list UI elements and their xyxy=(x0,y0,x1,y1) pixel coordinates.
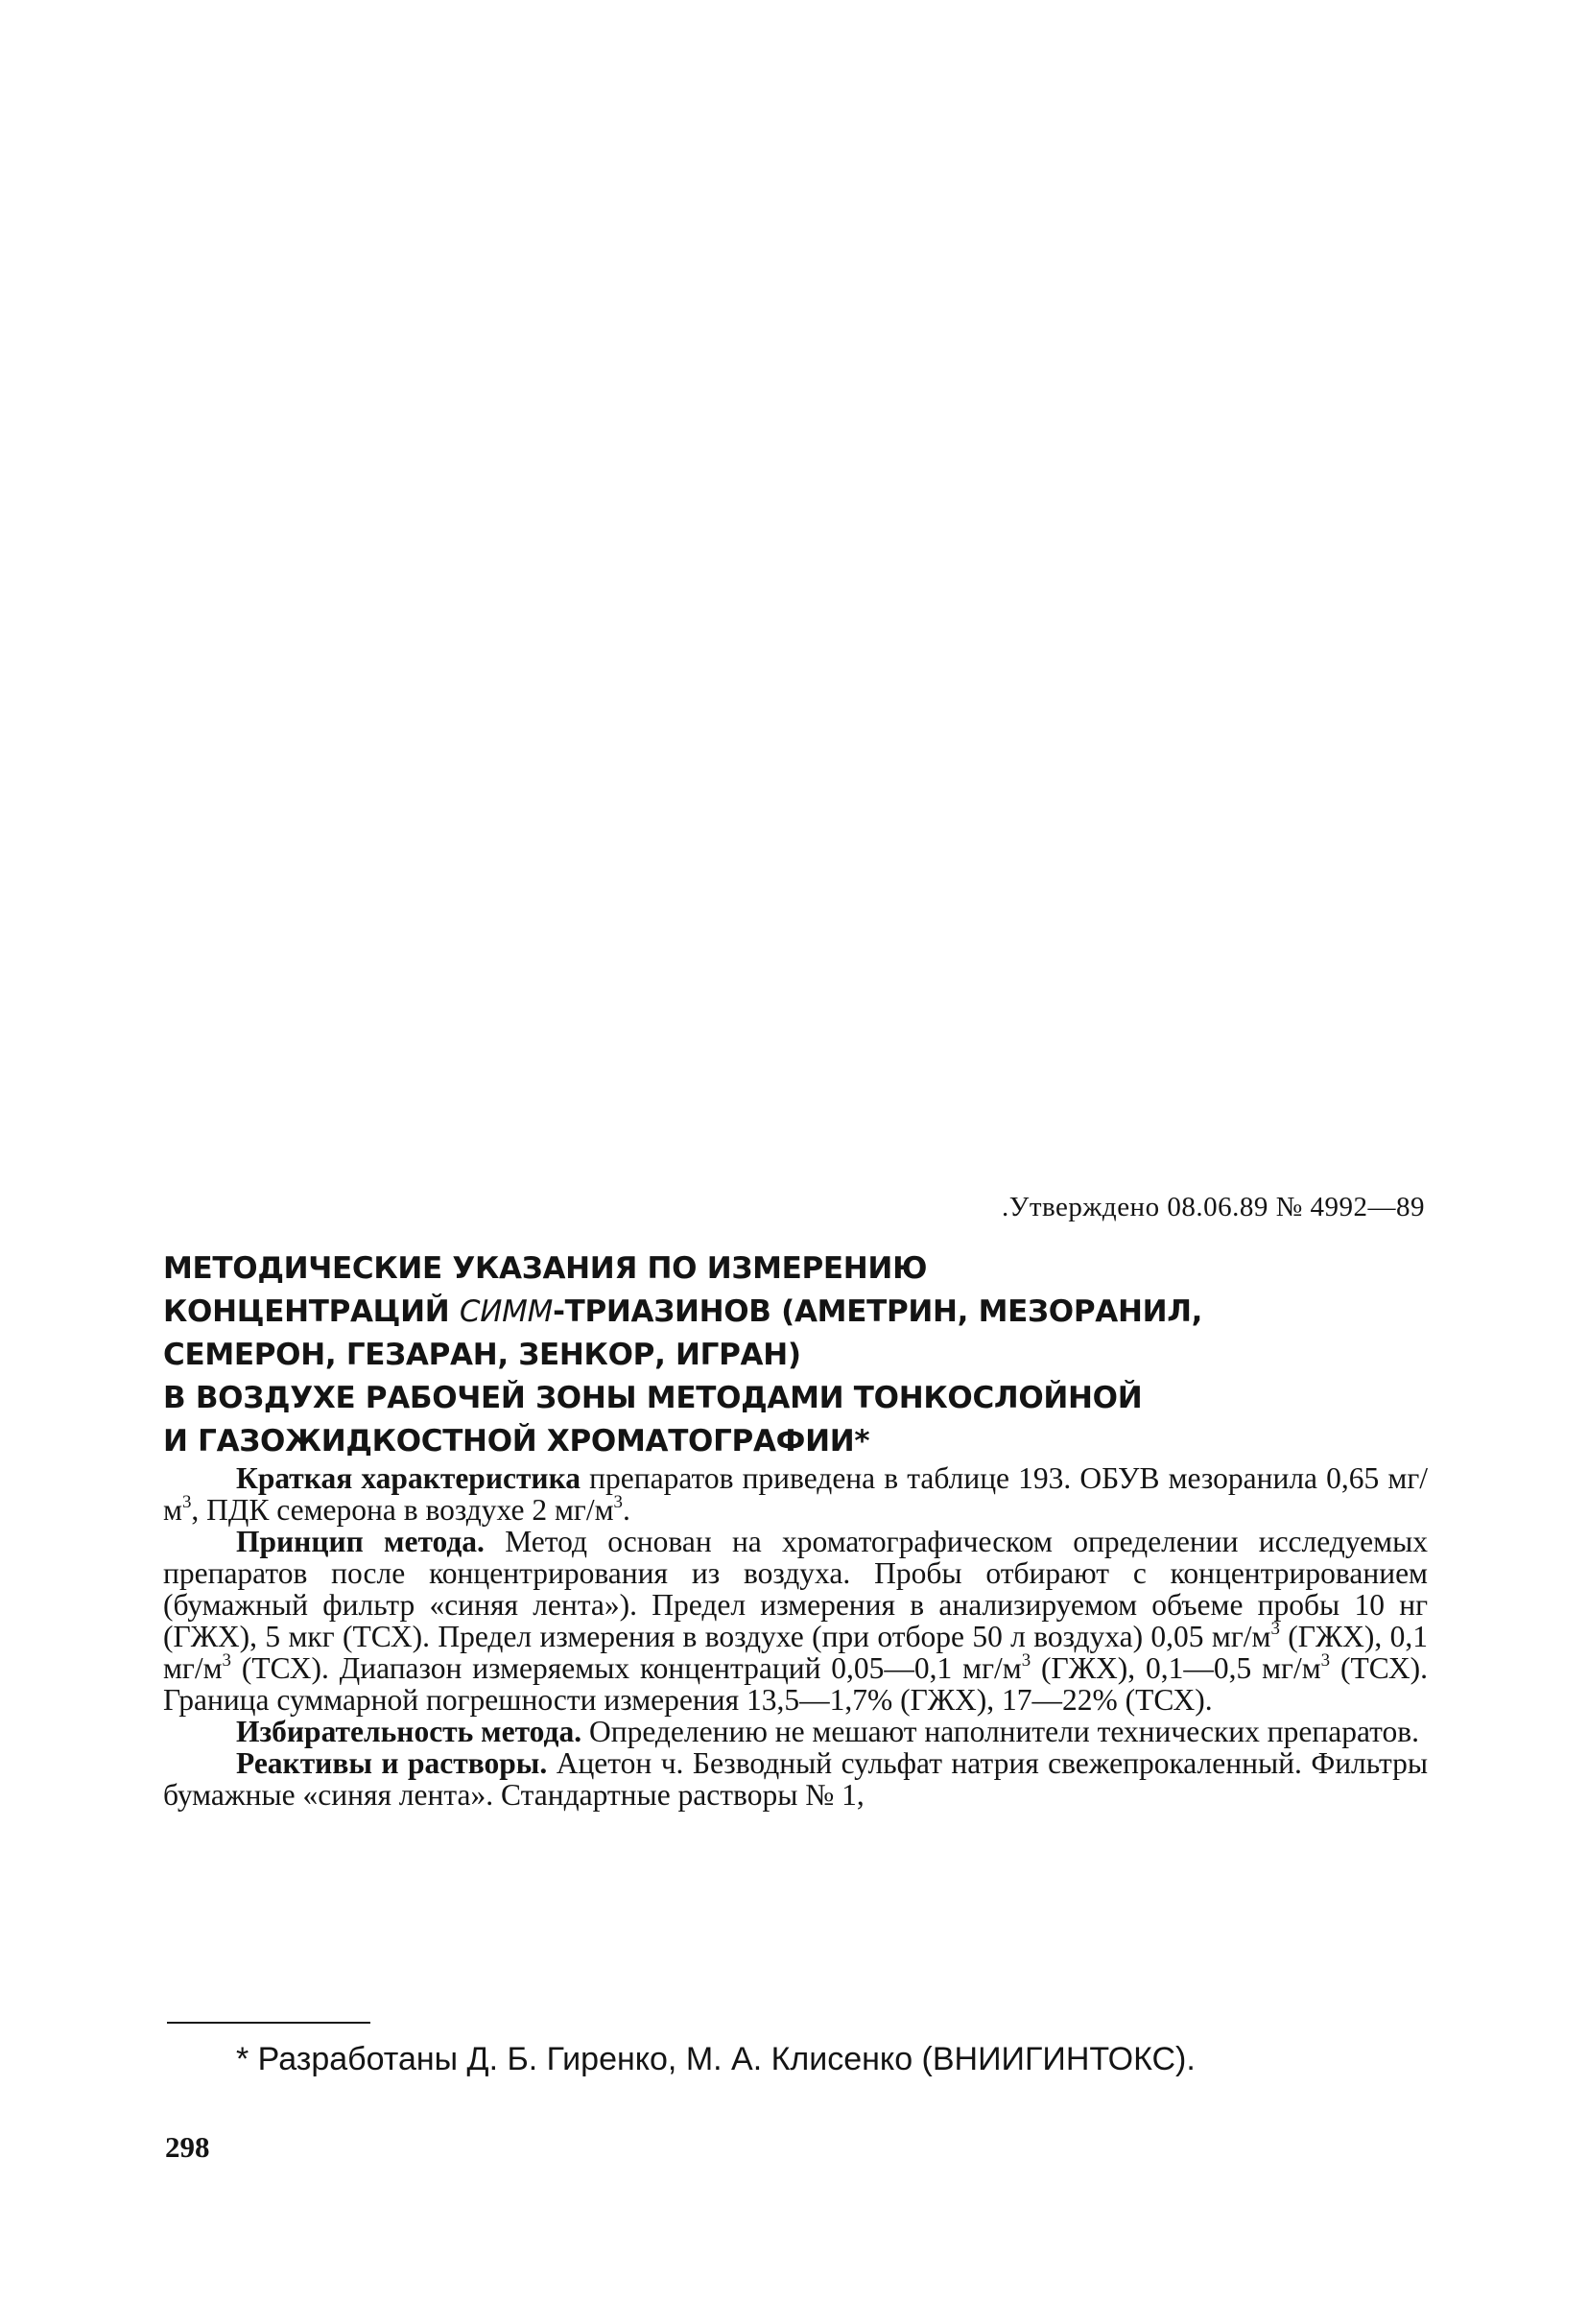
title-line-2-suffix: -ТРИАЗИНОВ (АМЕТРИН, МЕЗОРАНИЛ, xyxy=(553,1294,1203,1329)
title-line-2-prefix: КОНЦЕНТРАЦИЙ xyxy=(163,1294,460,1329)
superscript: 3 xyxy=(1270,1618,1280,1639)
title-line-5: И ГАЗОЖИДКОСТНОЙ ХРОМАТОГРАФИИ* xyxy=(163,1424,870,1458)
document-title xyxy=(163,1247,1410,1463)
superscript: 3 xyxy=(1021,1649,1031,1671)
paragraph-reagents xyxy=(163,1747,1428,1811)
paragraph-text: (ТСХ). Диапазон измеряемых концентраций 0,05—0,1 мг/м xyxy=(231,1651,1022,1685)
paragraph-characteristics xyxy=(163,1462,1428,1526)
superscript: 3 xyxy=(222,1649,231,1671)
paragraph-text: (ТСХ). Граница суммарной погрешности измерения 13,5—1,7% (ГЖХ), 17—22% (ТСХ). xyxy=(163,1651,1429,1717)
superscript: 3 xyxy=(613,1491,623,1512)
title-line-2-italic: СИММ xyxy=(459,1294,554,1329)
paragraph-lead: Принцип метода. xyxy=(236,1525,485,1558)
superscript: 3 xyxy=(1320,1649,1331,1671)
title-line-3: СЕМЕРОН, ГЕЗАРАН, ЗЕНКОР, ИГРАН) xyxy=(163,1338,801,1372)
paragraph-lead: Реактивы и растворы. xyxy=(236,1746,548,1780)
paragraph-lead: Краткая характеристика xyxy=(236,1461,581,1495)
paragraph-text: , ПДК семерона в воздухе 2 мг/м xyxy=(191,1493,614,1527)
approval-note: .Утверждено 08.06.89 № 4992—89 xyxy=(1002,1192,1425,1222)
superscript: 3 xyxy=(181,1491,192,1512)
footnote: * Разработаны Д. Б. Гиренко, М. А. Клисенко (ВНИИГИНТОКС). xyxy=(236,2041,1196,2077)
body-text xyxy=(163,1462,1428,1811)
paragraph-text: (ГЖХ), 0,1 мг/м xyxy=(163,1620,1429,1685)
title-line-4: В ВОЗДУХЕ РАБОЧЕЙ ЗОНЫ МЕТОДАМИ ТОНКОСЛОЙНОЙ xyxy=(163,1381,1143,1415)
paragraph-text: . xyxy=(622,1493,630,1527)
paragraph-method-principle xyxy=(163,1526,1428,1716)
paragraph-text: Ацетон ч. Безводный сульфат натрия свежепрокаленный. Фильтры бумажные «синяя лента». Стандартные растворы № 1, xyxy=(163,1746,1429,1812)
paragraph-text: препаратов приведена в таблице 193. ОБУВ мезоранила 0,65 мг/м xyxy=(163,1461,1428,1527)
title-line-2 xyxy=(163,1291,1410,1334)
paragraph-lead: Избирательность метода. xyxy=(236,1715,582,1748)
footnote-divider xyxy=(167,2022,370,2024)
paragraph-selectivity xyxy=(163,1716,1428,1747)
title-line-1: МЕТОДИЧЕСКИЕ УКАЗАНИЯ ПО ИЗМЕРЕНИЮ xyxy=(163,1251,928,1286)
page-number: 298 xyxy=(165,2130,210,2164)
paragraph-text: Определению не мешают наполнители технических препаратов. xyxy=(581,1715,1419,1748)
paragraph-text: Метод основан на хроматографическом определении исследуемых препаратов после концентрирования из воздуха. Пробы отбирают с концентрированием (бумажный фильтр «синяя лента»). Предел измерения в анализируемом объеме пробы 10 нг (ГЖХ), 5 мкг (ТСХ). Предел измерения в воздухе (при отборе 50 л воздуха) 0,05 мг/м xyxy=(163,1525,1429,1653)
paragraph-text: (ГЖХ), 0,1—0,5 мг/м xyxy=(1031,1651,1321,1685)
